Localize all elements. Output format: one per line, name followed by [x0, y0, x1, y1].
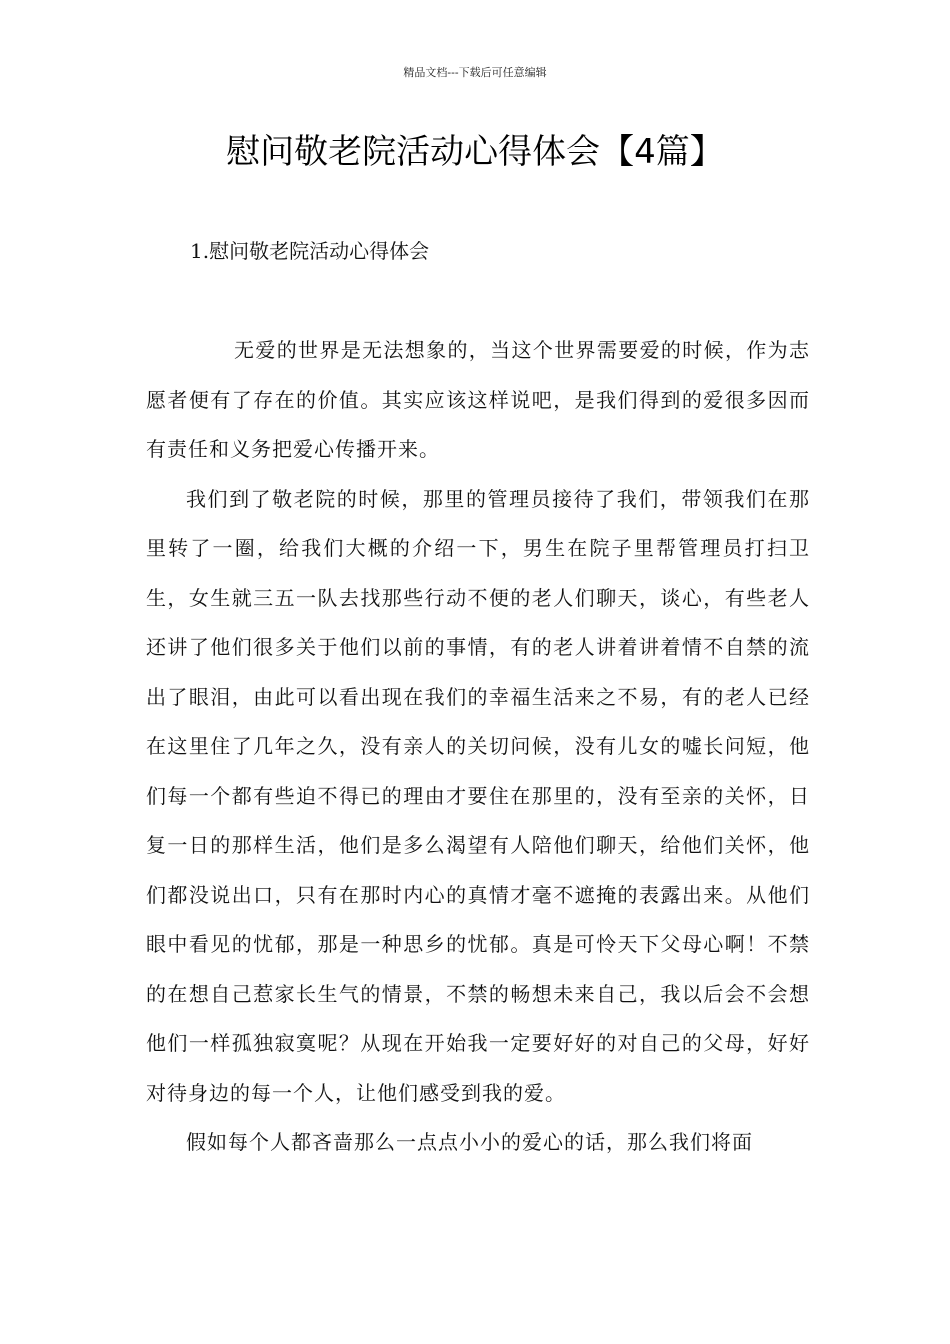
paragraph: 我们到了敬老院的时候，那里的管理员接待了我们，带领我们在那里转了一圈，给我们大概的介绍一下，男生在院子里帮管理员打扫卫生，女生就三五一队去找那些行动不便的老人们聊天，谈心，有些老人还讲了他们很多关于他们以前的事情，有的老人讲着讲着情不自禁的流出了眼泪，由此可以看出现在我们的幸福生活来之不易，有的老人已经在这里住了几年之久，没有亲人的关切问候，没有儿女的嘘长问短，他们每一个都有些迫不得已的理由才要住在那里的，没有至亲的关怀，日复一日的那样生活，他们是多么渴望有人陪他们聊天，给他们关怀，他们都没说出口，只有在那时内心的真情才毫不遮掩的表露出来。从他们眼中看见的忧郁，那是一种思乡的忧郁。真是可怜天下父母心啊！不禁的在想自己惹家长生气的情景，不禁的畅想未来自己，我以后会不会想他们一样孤独寂寞呢？从现在开始我一定要好好的对自己的父母，好好对待身边的每一个人，让他们感受到我的爱。	[146, 486, 810, 1105]
section-heading: 1.慰问敬老院活动心得体会	[190, 239, 430, 263]
paragraph: 假如每个人都吝啬那么一点点小小的爱心的话，那么我们将面	[186, 1130, 753, 1154]
document-title: 慰问敬老院活动心得体会【4篇】	[226, 132, 724, 172]
body-text	[146, 326, 810, 1168]
paragraph: 无爱的世界是无法想象的，当这个世界需要爱的时候，作为志愿者便有了存在的价值。其实应该这样说吧，是我们得到的爱很多因而有责任和义务把爱心传播开来。	[146, 338, 810, 461]
header-note: 精品文档---下载后可任意编辑	[403, 66, 547, 79]
